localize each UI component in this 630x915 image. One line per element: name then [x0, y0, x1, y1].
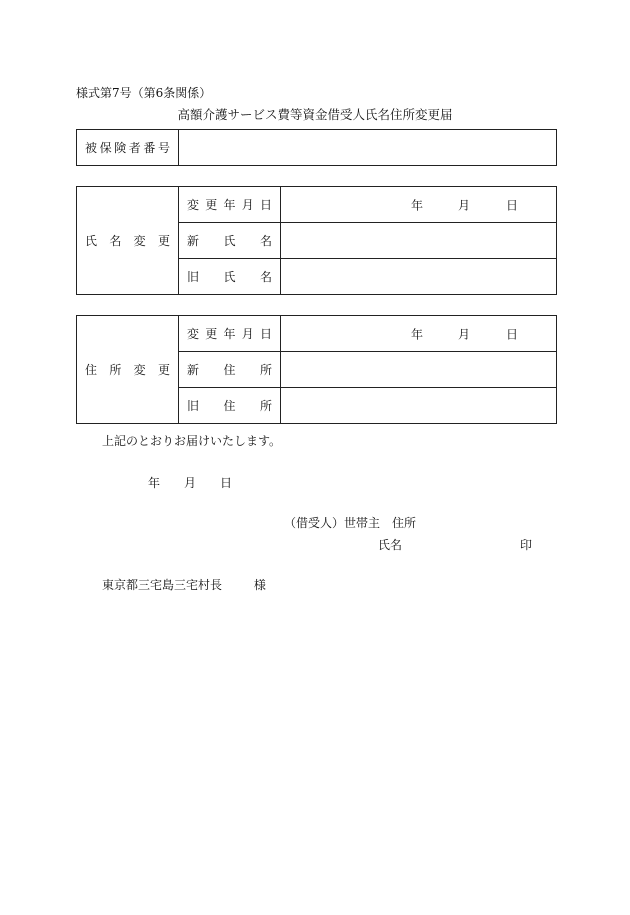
label-char: 住 — [223, 363, 236, 377]
label-char: 日 — [259, 327, 272, 341]
insured-number-table — [76, 129, 557, 166]
new-name-label — [179, 223, 281, 259]
submission-day-unit: 日 — [220, 476, 233, 490]
addressee-honorific: 様 — [253, 578, 266, 592]
submission-year-unit: 年 — [148, 476, 161, 490]
applicant-name-label: 氏名 — [378, 538, 403, 552]
label-char: 住 — [223, 399, 236, 413]
label-char: 保 — [99, 141, 112, 155]
label-char: 住 — [85, 363, 98, 377]
month-unit: 月 — [458, 327, 471, 341]
insured-number-label — [77, 130, 179, 166]
label-char: 氏 — [223, 234, 236, 248]
submission-month-unit: 月 — [184, 476, 197, 490]
year-unit: 年 — [411, 327, 424, 341]
label-char: 被 — [85, 141, 98, 155]
label-char: 所 — [109, 363, 122, 377]
label-char: 険 — [114, 141, 127, 155]
label-char: 日 — [259, 198, 272, 212]
label-char: 年 — [223, 198, 236, 212]
month-unit: 月 — [458, 198, 471, 212]
name-change-table — [76, 186, 557, 295]
document-title: 高額介護サービス費等資金借受人氏名住所変更届 — [177, 107, 453, 122]
name-change-date-field[interactable] — [281, 187, 557, 223]
label-char: 旧 — [187, 399, 200, 413]
day-unit: 日 — [506, 327, 519, 341]
new-name-field[interactable] — [281, 223, 557, 259]
label-char: 更 — [205, 327, 218, 341]
old-name-label — [179, 259, 281, 295]
new-address-field[interactable] — [281, 352, 557, 388]
address-change-date-label — [179, 316, 281, 352]
insured-number-field[interactable] — [179, 130, 557, 166]
label-char: 月 — [241, 198, 254, 212]
label-char: 更 — [205, 198, 218, 212]
label-char: 氏 — [223, 270, 236, 284]
name-change-label — [77, 187, 179, 295]
notice-text: 上記のとおりお届けいたします。 — [102, 434, 282, 448]
label-char: 旧 — [187, 270, 200, 284]
label-char: 名 — [259, 270, 272, 284]
label-char: 名 — [259, 234, 272, 248]
addressee — [102, 576, 266, 593]
address-change-date-field[interactable] — [281, 316, 557, 352]
label-char: 者 — [128, 141, 141, 155]
label-char: 所 — [259, 363, 272, 377]
seal-mark: 印 — [520, 538, 533, 552]
label-char: 番 — [143, 141, 156, 155]
day-unit: 日 — [506, 198, 519, 212]
label-char: 号 — [157, 141, 170, 155]
label-char: 氏 — [85, 234, 98, 248]
old-address-label — [179, 388, 281, 424]
old-address-field[interactable] — [281, 388, 557, 424]
label-char: 変 — [187, 198, 200, 212]
label-char: 新 — [187, 234, 200, 248]
new-address-label — [179, 352, 281, 388]
label-char: 月 — [241, 327, 254, 341]
year-unit: 年 — [411, 198, 424, 212]
label-char: 更 — [157, 234, 170, 248]
applicant-address-label: （借受人）世帯主 住所 — [284, 516, 417, 530]
label-char: 年 — [223, 327, 236, 341]
old-name-field[interactable] — [281, 259, 557, 295]
address-change-table — [76, 315, 557, 424]
label-char: 変 — [133, 363, 146, 377]
label-char: 新 — [187, 363, 200, 377]
form-number: 様式第7号（第6条関係） — [76, 86, 212, 100]
name-change-date-label — [179, 187, 281, 223]
address-change-label — [77, 316, 179, 424]
label-char: 名 — [109, 234, 122, 248]
label-char: 変 — [187, 327, 200, 341]
label-char: 所 — [259, 399, 272, 413]
label-char: 変 — [133, 234, 146, 248]
addressee-name: 東京都三宅島三宅村長 — [102, 578, 223, 592]
label-char: 更 — [157, 363, 170, 377]
